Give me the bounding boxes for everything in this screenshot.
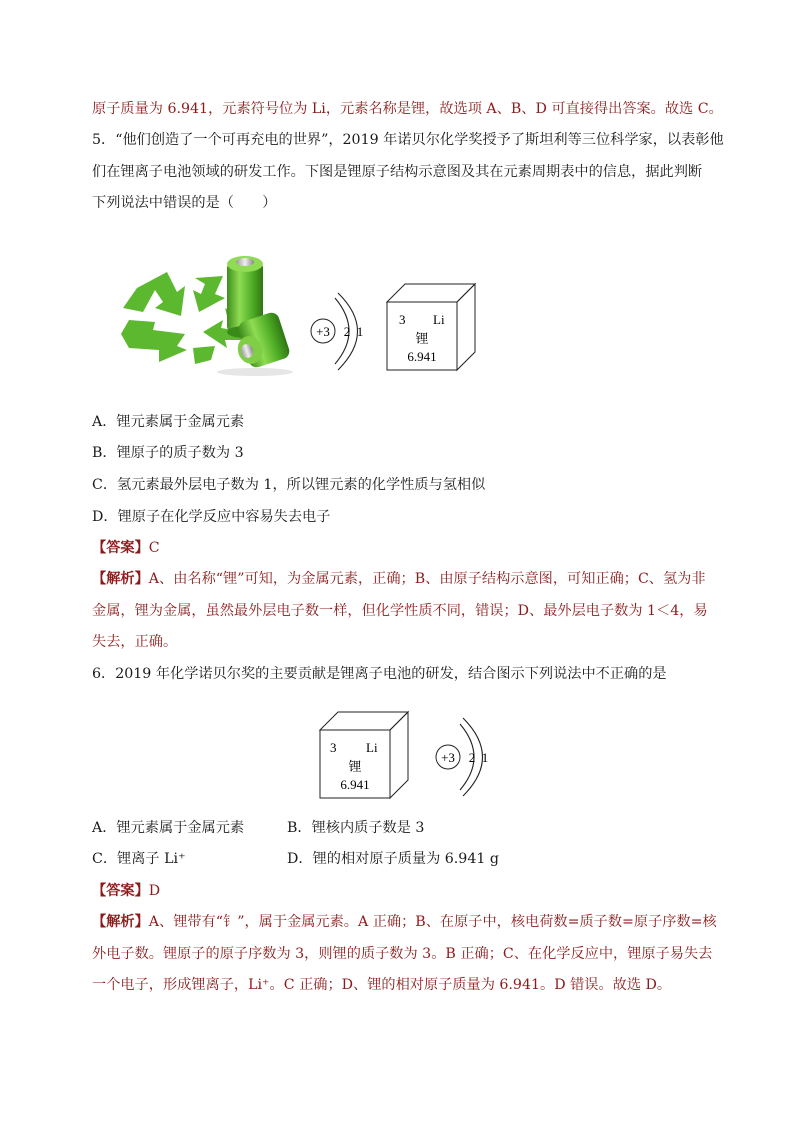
- q5-analysis-line2: 金属，锂为金属，虽然最外层电子数一样，但化学性质不同，错误；D、最外层电子数为 1＜4，易: [92, 603, 708, 619]
- q6-analysis-line1: 【解析】A、锂带有“钅”，属于金属元素。A 正确；B、在原子中，核电荷数=质子数=原子序数=核: [92, 914, 717, 930]
- q5-analysis-line3: 失去，正确。: [92, 634, 178, 650]
- intro-line: 原子质量为 6.941，元素符号位为 Li，元素名称是锂，故选项 A、B、D 可直接得出答案。故选 C。: [92, 101, 723, 117]
- element-symbol: Li: [366, 740, 378, 755]
- answer-value: C: [148, 540, 160, 556]
- q5-option-a: A．锂元素属于金属元素: [92, 414, 245, 430]
- atomic-mass: 6.941: [407, 349, 437, 364]
- q5-option-d: D．锂原子在化学反应中容易失去电子: [92, 509, 331, 525]
- q6-option-row1: [92, 818, 702, 838]
- nucleus-charge: +3: [441, 750, 455, 765]
- answer-tag: 【答案】: [92, 883, 149, 899]
- shell1-electrons: 2: [343, 324, 351, 339]
- q5-option-b: B．锂原子的质子数为 3: [92, 445, 244, 461]
- analysis-tag: 【解析】: [92, 914, 149, 930]
- q6-analysis-line2: 外电子数。锂原子的原子序数为 3，则锂的质子数为 3。B 正确；C、在化学反应中，锂原子易失去: [92, 946, 713, 962]
- q6-element-cube: [318, 710, 413, 800]
- q5-analysis-line1: 【解析】A、由名称“锂”可知，为金属元素，正确；B、由原子结构示意图，可知正确；C、氢为非: [92, 571, 706, 587]
- q6-analysis-line3: 一个电子，形成锂离子，Li⁺。C 正确；D、锂的相对原子质量为 6.941。D 错误。故选 D。: [92, 977, 672, 993]
- shell1-electrons: 2: [468, 750, 476, 765]
- q5-atom-structure-diagram: [305, 288, 385, 378]
- shell2-electrons: 1: [481, 750, 489, 765]
- q5-stem-line1: 5．“他们创造了一个可再充电的世界”，2019 年诺贝尔化学奖授予了斯坦利等三位科学家，以表彰他: [92, 132, 724, 148]
- shell2-electrons: 1: [356, 324, 364, 339]
- element-name: 锂: [415, 331, 429, 346]
- q6-option-a: A．锂元素属于金属元素: [92, 820, 245, 836]
- atomic-mass: 6.941: [340, 777, 370, 792]
- q5-answer: [92, 538, 702, 558]
- q5-stem-line2: 们在锂离子电池领域的研发工作。下图是锂原子结构示意图及其在元素周期表中的信息，据此判断: [92, 164, 703, 180]
- answer-value: D: [148, 883, 161, 899]
- q5-stem-line3: 下列说法中错误的是（ ）: [92, 195, 277, 211]
- q5-element-cube: [385, 282, 480, 372]
- q6-option-row2: [92, 849, 702, 869]
- q6-atom-structure-diagram: [428, 712, 508, 802]
- q5-option-c: C．氢元素最外层电子数为 1，所以锂元素的化学性质与氢相似: [92, 477, 486, 493]
- q6-option-b: B．锂核内质子数是 3: [287, 820, 425, 836]
- analysis-tag: 【解析】: [92, 571, 149, 587]
- q6-stem: 6．2019 年化学诺贝尔奖的主要贡献是锂离子电池的研发，结合图示下列说法中不正确的是: [92, 666, 667, 682]
- recycle-battery-image: [115, 250, 300, 380]
- nucleus-charge: +3: [316, 324, 330, 339]
- atomic-number: 3: [330, 740, 337, 755]
- q6-option-c: C．锂离子 Li⁺: [92, 851, 186, 867]
- q6-option-d: D．锂的相对原子质量为 6.941 g: [287, 851, 499, 867]
- element-name: 锂: [348, 759, 362, 774]
- element-symbol: Li: [433, 312, 445, 327]
- answer-tag: 【答案】: [92, 540, 149, 556]
- q6-answer: [92, 881, 702, 901]
- atomic-number: 3: [399, 312, 406, 327]
